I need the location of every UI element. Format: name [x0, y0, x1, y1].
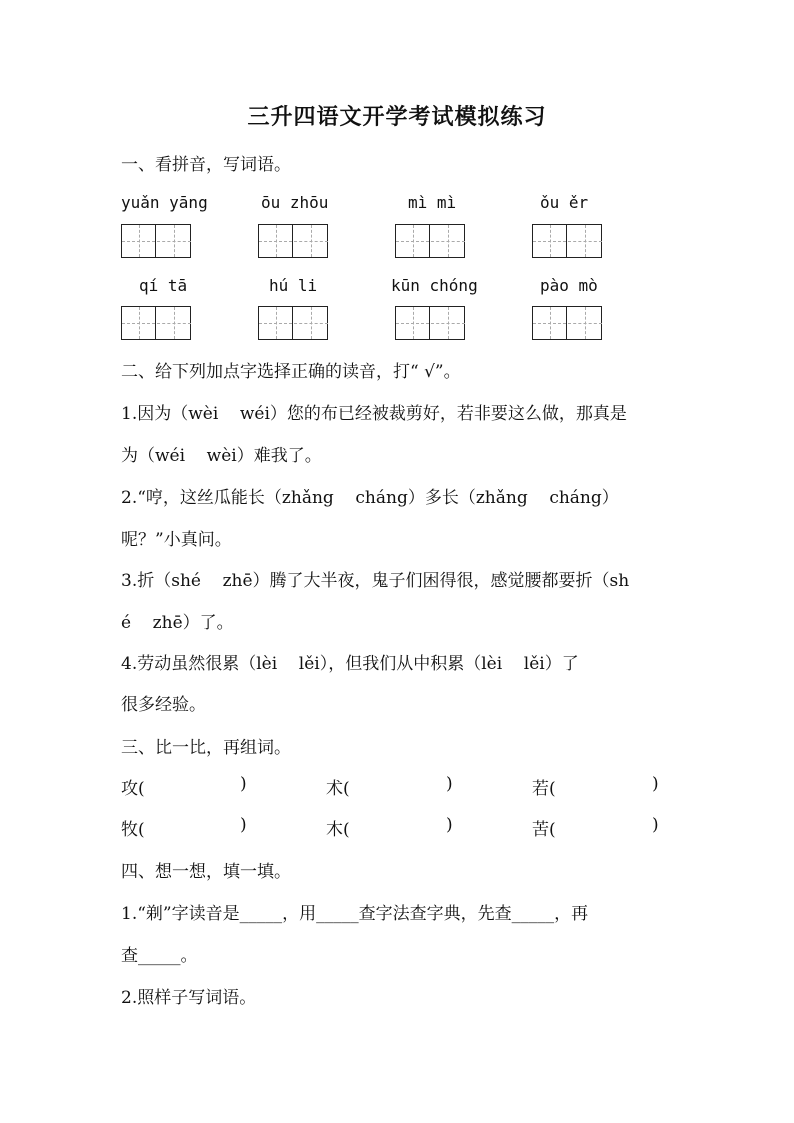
pinyin-label: ōu zhōu — [261, 193, 329, 212]
writing-box[interactable] — [532, 224, 602, 258]
compare-char: 若( — [532, 779, 556, 799]
compare-char: 木( — [326, 820, 350, 840]
pinyin-label: ǒu ěr — [540, 193, 589, 212]
question-line: 2.“哼，这丝瓜能长（zhǎng cháng）多长（zhǎng cháng） — [121, 488, 619, 508]
question-line: 1.“剃”字读音是_____，用_____查字法查字典，先查_____，再 — [121, 904, 589, 924]
question-line: 为（wéi wèi）难我了。 — [121, 446, 322, 466]
question-line: 2.照样子写词语。 — [121, 988, 257, 1008]
question-line: é zhē）了。 — [121, 613, 234, 633]
section3-heading: 三、比一比，再组词。 — [121, 738, 291, 758]
question-line: 4.劳动虽然很累（lèi lěi），但我们从中积累（lèi lěi）了 — [121, 654, 579, 674]
compare-char: 牧( — [121, 820, 145, 840]
writing-box[interactable] — [121, 306, 191, 340]
pinyin-label: mì mì — [408, 193, 457, 212]
compare-char: 攻( — [121, 779, 145, 799]
pinyin-label: pào mò — [540, 276, 598, 295]
writing-box[interactable] — [532, 306, 602, 340]
question-line: 很多经验。 — [121, 695, 206, 715]
section4-heading: 四、想一想，填一填。 — [121, 862, 291, 882]
compare-char: 术( — [326, 779, 350, 799]
compare-blank-close[interactable]: ) — [446, 774, 453, 794]
pinyin-label: yuǎn yāng — [121, 193, 208, 212]
compare-blank-close[interactable]: ) — [652, 815, 659, 835]
compare-char: 苦( — [532, 820, 556, 840]
compare-blank-close[interactable]: ) — [240, 774, 247, 794]
writing-box[interactable] — [121, 224, 191, 258]
compare-blank-close[interactable]: ) — [240, 815, 247, 835]
compare-blank-close[interactable]: ) — [446, 815, 453, 835]
question-line: 呢？”小真问。 — [121, 530, 232, 550]
writing-box[interactable] — [395, 224, 465, 258]
question-line: 3.折（shé zhē）腾了大半夜，鬼子们困得很，感觉腰都要折（sh — [121, 571, 630, 591]
section2-heading: 二、给下列加点字选择正确的读音，打“ √”。 — [121, 362, 461, 382]
pinyin-row-2 — [121, 276, 641, 298]
writing-box[interactable] — [258, 224, 328, 258]
pinyin-label: qí tā — [139, 276, 188, 295]
page-title: 三升四语文开学考试模拟练习 — [247, 104, 547, 130]
pinyin-label: hú li — [269, 276, 318, 295]
section1-heading: 一、看拼音，写词语。 — [121, 155, 291, 175]
pinyin-row-1 — [121, 193, 641, 215]
writing-box[interactable] — [258, 306, 328, 340]
writing-box[interactable] — [395, 306, 465, 340]
question-line: 查_____。 — [121, 946, 198, 966]
pinyin-label: kūn chóng — [391, 276, 478, 295]
compare-blank-close[interactable]: ) — [652, 774, 659, 794]
question-line: 1.因为（wèi wéi）您的布已经被裁剪好，若非要这么做，那真是 — [121, 404, 627, 424]
